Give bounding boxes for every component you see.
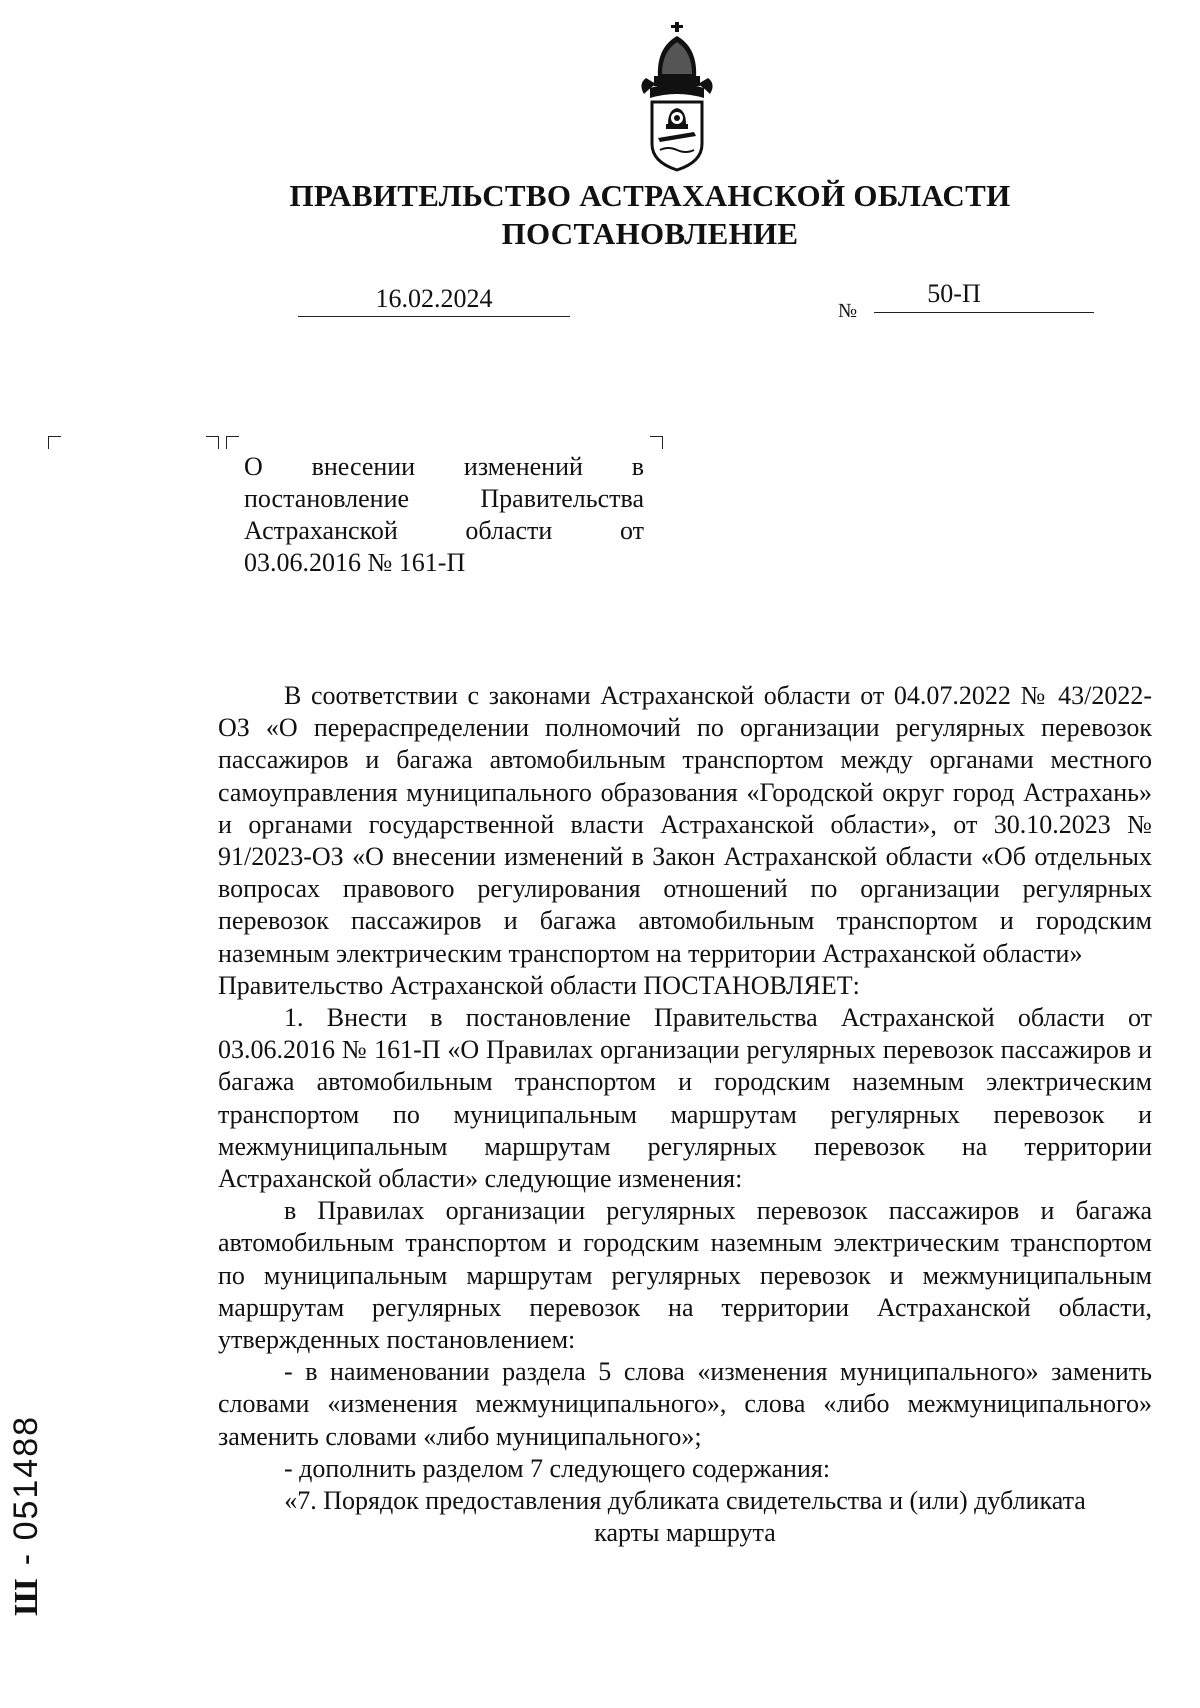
government-title: ПРАВИТЕЛЬСТВО АСТРАХАНСКОЙ ОБЛАСТИ bbox=[289, 178, 1011, 213]
paragraph-resolves: Правительство Астраханской области ПОСТАНОВЛЯЕТ: bbox=[218, 970, 860, 1000]
document-subject: О внесении изменений в постановление Правительства Астраханской области от 03.06.2016 № 161-П bbox=[244, 452, 644, 577]
serial-number: - 051488 bbox=[7, 1414, 45, 1566]
paragraph-preamble: В соответствии с законами Астраханской области от 04.07.2022 № 43/2022-ОЗ «О перераспределении полномочий по организации регулярных перевозок пассажиров и багажа автомобильным транспортом между органами местного самоуправления муниципального образования «Городской округ город Астрахань» и органами государственной власти Астраханской области», от 30.10.2023 № 91/2023-ОЗ «О внесении изменений в Закон Астраханской области «Об отдельных вопросах правового регулирования отношений по организации регулярных перевозок пассажиров и багажа автомобильным транспортом и городским наземным электрическим транспортом на территории Астраханской области» bbox=[218, 681, 1152, 968]
corner-mark-mid-left bbox=[226, 436, 239, 449]
number-underline bbox=[874, 312, 1094, 313]
date-field bbox=[298, 282, 570, 317]
date-underline bbox=[298, 316, 570, 317]
paragraph-rename-section: - в наименовании раздела 5 слова «изменения муниципального» заменить словами «изменения межмуниципального», слова «либо межмуниципального» заменить словами «либо муниципального»; bbox=[218, 1357, 1152, 1451]
number-field bbox=[874, 276, 1094, 313]
document-body bbox=[218, 680, 1152, 1549]
side-serial-number bbox=[6, 1356, 46, 1616]
section-7-heading-line1: «7. Порядок предоставления дубликата свидетельства и (или) дубликата bbox=[284, 1486, 1086, 1516]
document-date: 16.02.2024 bbox=[375, 284, 493, 313]
serial-prefix: Ш bbox=[8, 1576, 45, 1616]
corner-mark-right bbox=[650, 436, 663, 449]
document-type-title: ПОСТАНОВЛЕНИЕ bbox=[501, 216, 799, 251]
document-number: 50-П bbox=[927, 279, 981, 308]
number-sign: № bbox=[838, 300, 858, 322]
section-7-heading-line2: карты маршрута bbox=[594, 1518, 776, 1548]
astrakhan-coat-of-arms-icon bbox=[636, 18, 726, 174]
corner-mark-mid-right bbox=[206, 436, 219, 449]
paragraph-rules: в Правилах организации регулярных перевозок пассажиров и багажа автомобильным транспортом и городским наземным электрическим транспортом по муниципальным маршрутам регулярных перевозок и межмуниципальным маршрутам регулярных перевозок на территории Астраханской области, утвержденных постановлением: bbox=[218, 1196, 1152, 1355]
paragraph-item-1: 1. Внести в постановление Правительства Астраханской области от 03.06.2016 № 161-П «О Правилах организации регулярных перевозок пассажиров и багажа автомобильным транспортом и городским наземным электрическим транспортом по муниципальным маршрутам регулярных перевозок и межмуниципальным маршрутам регулярных перевозок на территории Астраханской области» следующие изменения: bbox=[218, 1003, 1152, 1194]
corner-mark-left bbox=[48, 436, 61, 449]
paragraph-add-section: - дополнить разделом 7 следующего содержания: bbox=[284, 1453, 831, 1483]
